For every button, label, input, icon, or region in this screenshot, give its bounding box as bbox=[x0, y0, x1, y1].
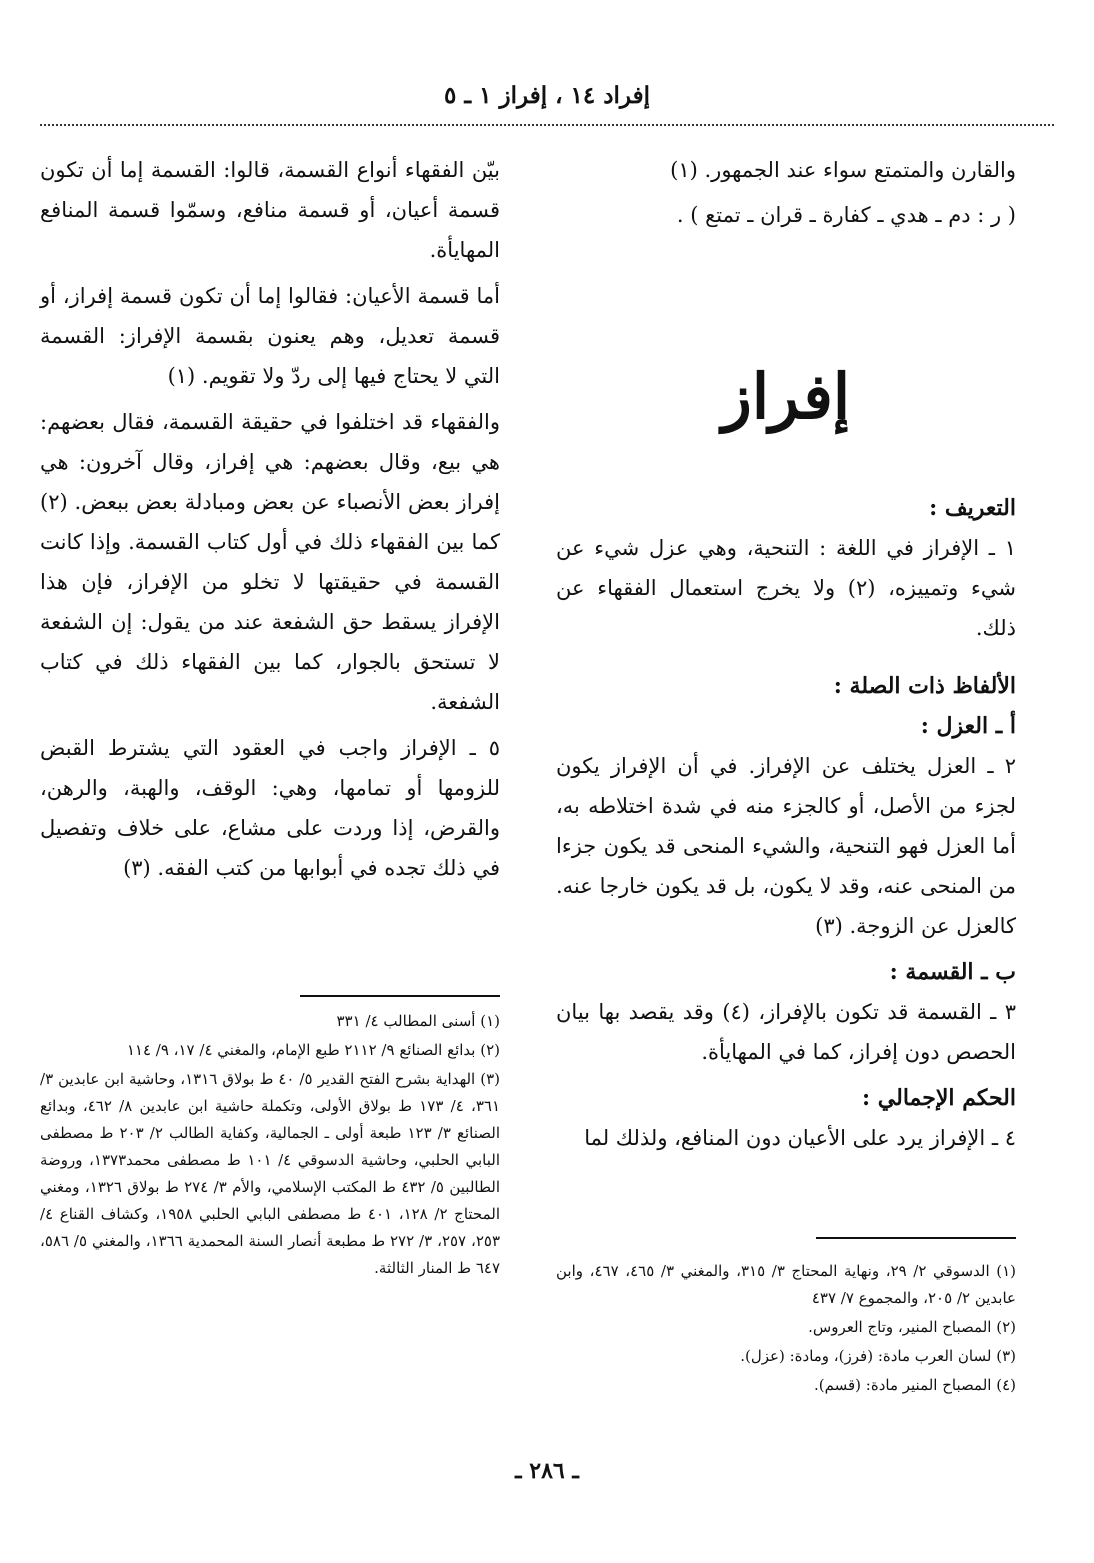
right-footnotes bbox=[556, 1258, 1016, 1401]
paragraph-3: ٣ ـ القسمة قد تكون بالإفراز، (٤) وقد يقصد بها بيان الحصص دون إفراز، كما في المهايأة. bbox=[556, 1000, 1016, 1064]
ruling-heading: الحكم الإجمالي : bbox=[862, 1085, 1016, 1111]
paragraph-1: ١ ـ الإفراز في اللغة : التنحية، وهي عزل شيء عن شيء وتمييزه، (٢) ولا يخرج استعمال الفقهاء عن ذلك. bbox=[556, 536, 1016, 640]
footnote: (١) أسنى المطالب ٤/ ٣٣١ bbox=[336, 1012, 500, 1030]
right-column bbox=[556, 150, 1016, 1164]
left-paragraph-4: ٥ ـ الإفراز واجب في العقود التي يشترط القبض للزومها أو تمامها، وهي: الوقف، والهبة، والرهن، والقرض، إذا وردت على مشاع، على خلاف وتفصيل في ذلك تجده في أبوابها من كتب الفقه. (٣) bbox=[40, 736, 500, 880]
running-header: إفراد ١٤ ، إفراز ١ ـ ٥ bbox=[444, 82, 650, 109]
footnote: (١) الدسوقي ٢/ ٢٩، ونهاية المحتاج ٣/ ٣١٥، والمغني ٣/ ٤٦٥، ٤٦٧، وابن عابدين ٢/ ٢٠٥، والمجموع ٧/ ٤٣٧ bbox=[556, 1262, 1017, 1307]
footnote: (٣) لسان العرب مادة: (فرز)، ومادة: (عزل). bbox=[740, 1347, 1016, 1365]
left-paragraph-2: أما قسمة الأعيان: فقالوا إما أن تكون قسمة إفراز، أو قسمة تعديل، وهم يعنون بقسمة الإفراز: القسمة التي لا يحتاج فيها إلى ردّ ولا تقويم. (١) bbox=[40, 284, 500, 388]
left-column bbox=[40, 150, 500, 894]
related-terms-heading: الألفاظ ذات الصلة : bbox=[833, 673, 1016, 699]
paragraph-2: ٢ ـ العزل يختلف عن الإفراز. في أن الإفراز يكون لجزء من الأصل، أو كالجزء منه في شدة اختلاطه به، أما العزل فهو التنحية، والشيء المنحى قد يكون جزءا من المنحى عنه، وقد لا يكون، بل قد يكون خارجا عنه. كالعزل عن الزوجة. (٣) bbox=[556, 754, 1016, 938]
left-paragraph-1: بيّن الفقهاء أنواع القسمة، قالوا: القسمة إما أن تكون قسمة أعيان، أو قسمة منافع، وسمّوا قسمة المنافع المهايأة. bbox=[40, 158, 500, 262]
left-footnotes bbox=[40, 1008, 500, 1284]
intro-text: والقارن والمتمتع سواء عند الجمهور. (١) bbox=[670, 158, 1016, 182]
definition-heading: التعريف : bbox=[929, 495, 1016, 521]
footnote: (٢) بدائع الصنائع ٩/ ٢١١٢ طبع الإمام، والمغني ٤/ ١٧، ٩/ ١١٤ bbox=[126, 1041, 500, 1059]
right-footnote-separator bbox=[816, 1237, 1016, 1239]
entry-title: إفراز bbox=[721, 360, 851, 433]
paragraph-4: ٤ ـ الإفراز يرد على الأعيان دون المنافع، ولذلك لما bbox=[584, 1126, 1016, 1150]
cross-reference: ( ر : دم ـ هدي ـ كفارة ـ قران ـ تمتع ) . bbox=[676, 203, 1016, 227]
footnote: (٢) المصباح المنير، وتاج العروس. bbox=[808, 1318, 1016, 1336]
page-number: ـ ٢٨٦ ـ bbox=[515, 1458, 579, 1484]
footnote: (٣) الهداية بشرح الفتح القدير ٥/ ٤٠ ط بولاق ١٣١٦، وحاشية ابن عابدين ٣/ ٣٦١، ٤/ ١٧٣ ط بولاق الأولى، وتكملة حاشية ابن عابدين ٨/ ٤٦٢، وبدائع الصنائع ٣/ ١٢٣ طبعة أولى ـ الجمالية، وكفاية الطالب ٢/ ٢٠٣ ط مصطفى البابي الحلبي، وحاشية الدسوقي ٤/ ١٠١ ط مصطفى محمد١٣٧٣، وروضة الطالبين ٥/ ٤٣٢ ط المكتب الإسلامي، والأم ٣/ ٢٧٤ ط بولاق ١٣٢٦، ومغني المحتاج ٢/ ١٢٨، ٤٠١ ط مصطفى البابي الحلبي ١٩٥٨، وكشاف القناع ٤/ ٢٥٣، ٢٥٧، ٣/ ٢٧٢ ط مطبعة أنصار السنة المحمدية ١٣٦٦، والمغني ٥/ ٥٨٦، ٦٤٧ ط المنار الثالثة. bbox=[40, 1070, 501, 1277]
left-paragraph-3: والفقهاء قد اختلفوا في حقيقة القسمة، فقال بعضهم: هي بيع، وقال بعضهم: هي إفراز، وقال آخرون: هي إفراز بعض الأنصباء عن بعض ومبادلة بعض ببعض. (٢) كما بين الفقهاء ذلك في أول كتاب القسمة. وإذا كانت القسمة في حقيقتها لا تخلو من الإفراز، فإن هذا الإفراز يسقط حق الشفعة عند من يقول: إن الشفعة لا تستحق بالجوار، كما بين الفقهاء ذلك في كتاب الشفعة. bbox=[40, 410, 500, 714]
left-footnote-separator bbox=[300, 995, 500, 997]
subheading-division: ب ـ القسمة : bbox=[889, 959, 1016, 985]
footnote: (٤) المصباح المنير مادة: (قسم). bbox=[814, 1376, 1016, 1394]
subheading-isolation: أ ـ العزل : bbox=[920, 713, 1016, 739]
header-dotted-rule bbox=[40, 124, 1054, 126]
